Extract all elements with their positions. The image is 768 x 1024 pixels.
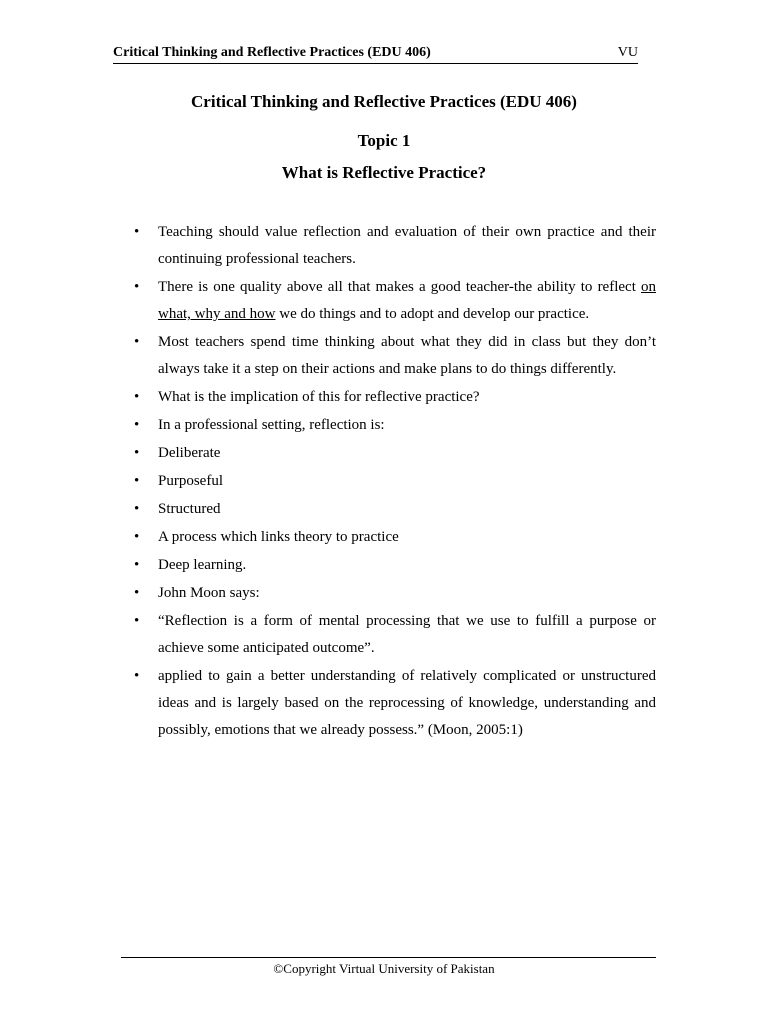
list-item-text: John Moon says: bbox=[158, 585, 260, 601]
list-item-text: What is the implication of this for reflective practice? bbox=[158, 389, 480, 405]
running-header-title: Critical Thinking and Reflective Practices (EDU 406) bbox=[113, 45, 431, 60]
list-item bbox=[132, 552, 656, 579]
list-item bbox=[132, 329, 656, 383]
list-item-text: “Reflection is a form of mental processing that we use to fulfill a purpose or achieve some anticipated outcome”. bbox=[158, 613, 656, 656]
list-item bbox=[132, 440, 656, 467]
list-item bbox=[132, 608, 656, 662]
list-item bbox=[132, 468, 656, 495]
list-item-text: In a professional setting, reflection is: bbox=[158, 417, 385, 433]
list-item-text: A process which links theory to practice bbox=[158, 529, 399, 545]
list-item bbox=[132, 384, 656, 411]
list-item bbox=[132, 274, 656, 328]
list-item-text-start: There is one quality above all that makes a good teacher-the ability to reflect bbox=[158, 279, 641, 295]
list-item bbox=[132, 219, 656, 273]
list-item-text: Structured bbox=[158, 501, 221, 517]
running-header-vu: VU bbox=[617, 45, 638, 60]
list-item-text: Most teachers spend time thinking about what they did in class but they don’t always take it a step on their actions and make plans to do things differently. bbox=[158, 334, 656, 377]
section-heading: What is Reflective Practice? bbox=[281, 163, 487, 182]
underlined-phrase: on what, why and how bbox=[158, 279, 656, 322]
list-item-text-end: we do things and to adopt and develop our practice. bbox=[275, 306, 590, 322]
list-item-text: Deep learning. bbox=[158, 557, 247, 573]
footer-divider bbox=[121, 957, 656, 958]
list-item bbox=[132, 412, 656, 439]
list-item-text: applied to gain a better understanding of relatively complicated or unstructured ideas and is largely based on the reprocessing of knowledge, understanding and possibly, emotions that we already possess.” (Moon, 2005:1) bbox=[158, 668, 656, 738]
footer-copyright: ©Copyright Virtual University of Pakistan bbox=[273, 961, 495, 976]
bullet-list bbox=[132, 219, 656, 745]
list-item-text: Teaching should value reflection and evaluation of their own practice and their continuing professional teachers. bbox=[158, 224, 656, 267]
list-item-text: Purposeful bbox=[158, 473, 223, 489]
list-item bbox=[132, 524, 656, 551]
list-item bbox=[132, 580, 656, 607]
list-item-text: Deliberate bbox=[158, 445, 221, 461]
running-header bbox=[113, 45, 638, 64]
list-item bbox=[132, 663, 656, 744]
topic-label: Topic 1 bbox=[357, 131, 411, 150]
course-title: Critical Thinking and Reflective Practices (EDU 406) bbox=[191, 92, 577, 111]
list-item bbox=[132, 496, 656, 523]
